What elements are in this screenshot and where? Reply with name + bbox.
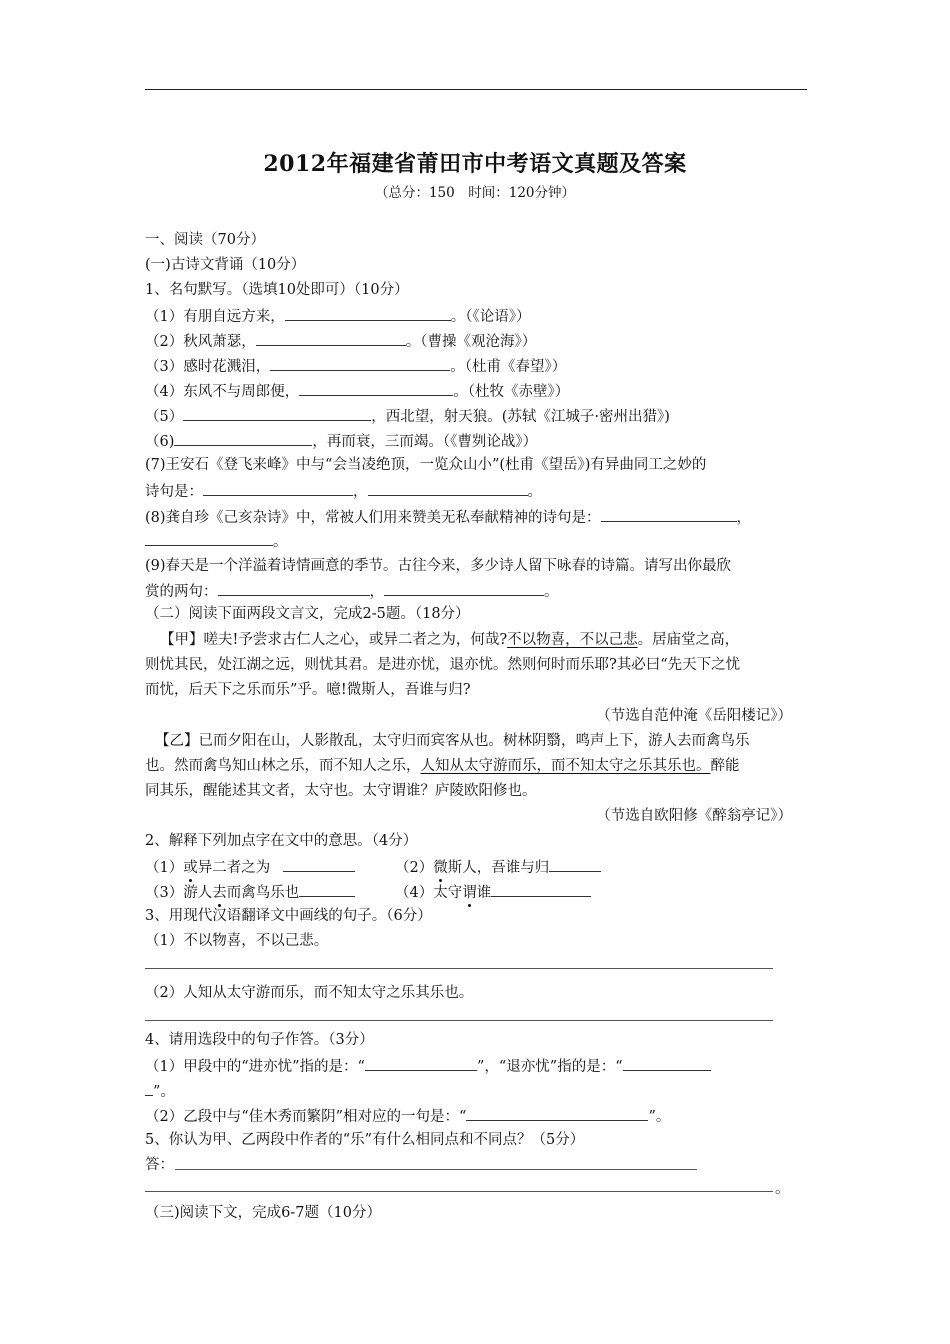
- question-stem: 2、解释下列加点字在文中的意思。（4分）: [145, 833, 418, 849]
- passage-yi-line: 【乙】已而夕阳在山，人影散乱，太守归而宾客从也。树林阴翳，鸣声上下，游人去而禽鸟乐: [155, 733, 750, 749]
- passage-yi-line: 也。然而禽鸟知山林之乐，而不知人之乐，人知从太守游而乐，而不知太守之乐其乐也。醉能: [145, 758, 740, 774]
- dotted-char: 谓: [462, 885, 477, 901]
- fill-item: （2）秋风萧瑟， 。（曹操《观沧海》）: [145, 330, 536, 352]
- fill-item: (8)龚自珍《己亥杂诗》中，常被人们用来赞美无私奉献精神的诗句是： ，: [145, 506, 751, 528]
- part-heading: （二）阅读下面两段文言文，完成2-5题。（18分）: [145, 606, 470, 622]
- question-stem: 1、名句默写。（选填10处即可）（10分）: [145, 282, 409, 298]
- answer-blank[interactable]: [299, 380, 453, 396]
- fill-item: ”。: [145, 1080, 175, 1102]
- answer-blank[interactable]: [145, 1080, 153, 1096]
- fill-item: （4）东风不与周郎便， 。（杜牧《赤壁》）: [145, 380, 569, 402]
- answer-blank[interactable]: [491, 881, 591, 897]
- part-heading: (一)古诗文背诵（10分）: [145, 257, 306, 273]
- fill-item: （1）有朋自远方来， 。（《论语》）: [145, 305, 530, 327]
- passage-source: （节选自欧阳修《醉翁亭记》）: [596, 808, 792, 824]
- question-stem: 4、请用选段中的句子作答。（3分）: [145, 1032, 374, 1048]
- answer-blank[interactable]: [203, 480, 353, 496]
- section-heading: 一、阅读（70分）: [145, 232, 265, 248]
- dotted-char: 微: [433, 860, 448, 876]
- fill-item: （2）微斯人，吾谁与归: [395, 856, 601, 878]
- answer-blank[interactable]: [145, 530, 273, 546]
- answer-blank[interactable]: [466, 1105, 648, 1121]
- answer-blank[interactable]: [368, 480, 528, 496]
- underlined-sentence: 不以物喜，不以己悲: [507, 632, 638, 648]
- fill-item: （4）太守谓谁: [395, 881, 591, 903]
- passage-yi-line: 同其乐，醒能述其文者，太守也。太守谓谁？庐陵欧阳修也。: [145, 783, 537, 799]
- answer-blank[interactable]: [623, 1055, 711, 1071]
- question-stem: 5、你认为甲、乙两段中作者的“乐”有什么相同点和不同点？（5分）: [145, 1132, 585, 1148]
- fill-item: 。: [145, 530, 288, 552]
- answer-blank[interactable]: [384, 580, 544, 596]
- fill-item: （1）或异二者之为: [145, 856, 355, 878]
- page-title: 2012年福建省莆田市中考语文真题及答案: [263, 151, 687, 177]
- passage-source: （节选自范仲淹《岳阳楼记》）: [596, 708, 792, 724]
- answer-blank[interactable]: [174, 430, 312, 446]
- answer-blank[interactable]: [218, 580, 370, 596]
- question-text: (7)王安石《登飞来峰》中与“会当凌绝顶，一览众山小”(杜甫《望岳》)有异曲同工之妙的: [145, 457, 707, 473]
- answer-blank[interactable]: [183, 405, 371, 421]
- answer-line[interactable]: [175, 1169, 697, 1170]
- question-text: （2）人知从太守游而乐，而不知太守之乐其乐也。: [145, 985, 474, 1001]
- fill-item: （2）乙段中与“佳木秀而繁阴”相对应的一句是：“ ”。: [145, 1105, 670, 1127]
- header-rule: [145, 89, 807, 90]
- fill-item: （3）感时花溅泪， 。（杜甫《春望》）: [145, 355, 566, 377]
- fill-item: 诗句是： ， 。: [145, 480, 542, 502]
- answer-blank[interactable]: [299, 881, 355, 897]
- question-text: (9)春天是一个洋溢着诗情画意的季节。古往今来，多少诗人留下咏春的诗篇。请写出你最欣: [145, 558, 732, 574]
- answer-line[interactable]: [145, 1191, 773, 1192]
- fill-item: 赏的两句： ， 。: [145, 580, 559, 602]
- fill-item: （1）甲段中的“进亦忧”指的是：“ ”，“退亦忧”指的是：“: [145, 1055, 711, 1077]
- passage-jia-line: 【甲】嗟夫!予尝求古仁人之心，或异二者之为，何哉?不以物喜，不以己悲。居庙堂之高，: [160, 632, 740, 648]
- answer-line[interactable]: [145, 968, 773, 969]
- answer-end: 。: [775, 1181, 790, 1197]
- dotted-char: 去: [212, 885, 227, 901]
- question-text: （1）不以物喜，不以己悲。: [145, 933, 329, 949]
- answer-blank[interactable]: [285, 305, 451, 321]
- passage-jia-line: 而忧，后天下之乐而乐”乎。噫!微斯人，吾谁与归?: [145, 682, 471, 698]
- answer-blank[interactable]: [365, 1055, 477, 1071]
- part-heading: （三)阅读下文，完成6-7题（10分）: [145, 1205, 381, 1221]
- answer-line[interactable]: [145, 1020, 773, 1021]
- dotted-char: 或: [183, 860, 198, 876]
- answer-blank[interactable]: [270, 355, 450, 371]
- answer-blank[interactable]: [283, 856, 355, 872]
- answer-label: 答：: [145, 1157, 174, 1173]
- answer-blank[interactable]: [601, 506, 737, 522]
- fill-item: （3）游人去而禽鸟乐也: [145, 881, 355, 903]
- answer-blank[interactable]: [549, 856, 601, 872]
- underlined-sentence: 人知从太守游而乐，而不知太守之乐其乐也。: [420, 758, 711, 774]
- passage-jia-line: 则忧其民，处江湖之远，则忧其君。是进亦忧，退亦忧。然则何时而乐耶?其必曰“先天下之忧: [145, 657, 741, 673]
- answer-blank[interactable]: [256, 330, 406, 346]
- fill-item: （6) ，再而衰，三而竭。（《曹刿论战》）: [145, 430, 537, 452]
- fill-item: （5） ，西北望，射天狼。(苏轼《江城子·密州出猎》): [145, 405, 670, 427]
- question-stem: 3、用现代汉语翻译文中画线的句子。（6分）: [145, 908, 432, 924]
- page-subtitle: （总分：150 时间：120分钟）: [374, 185, 576, 201]
